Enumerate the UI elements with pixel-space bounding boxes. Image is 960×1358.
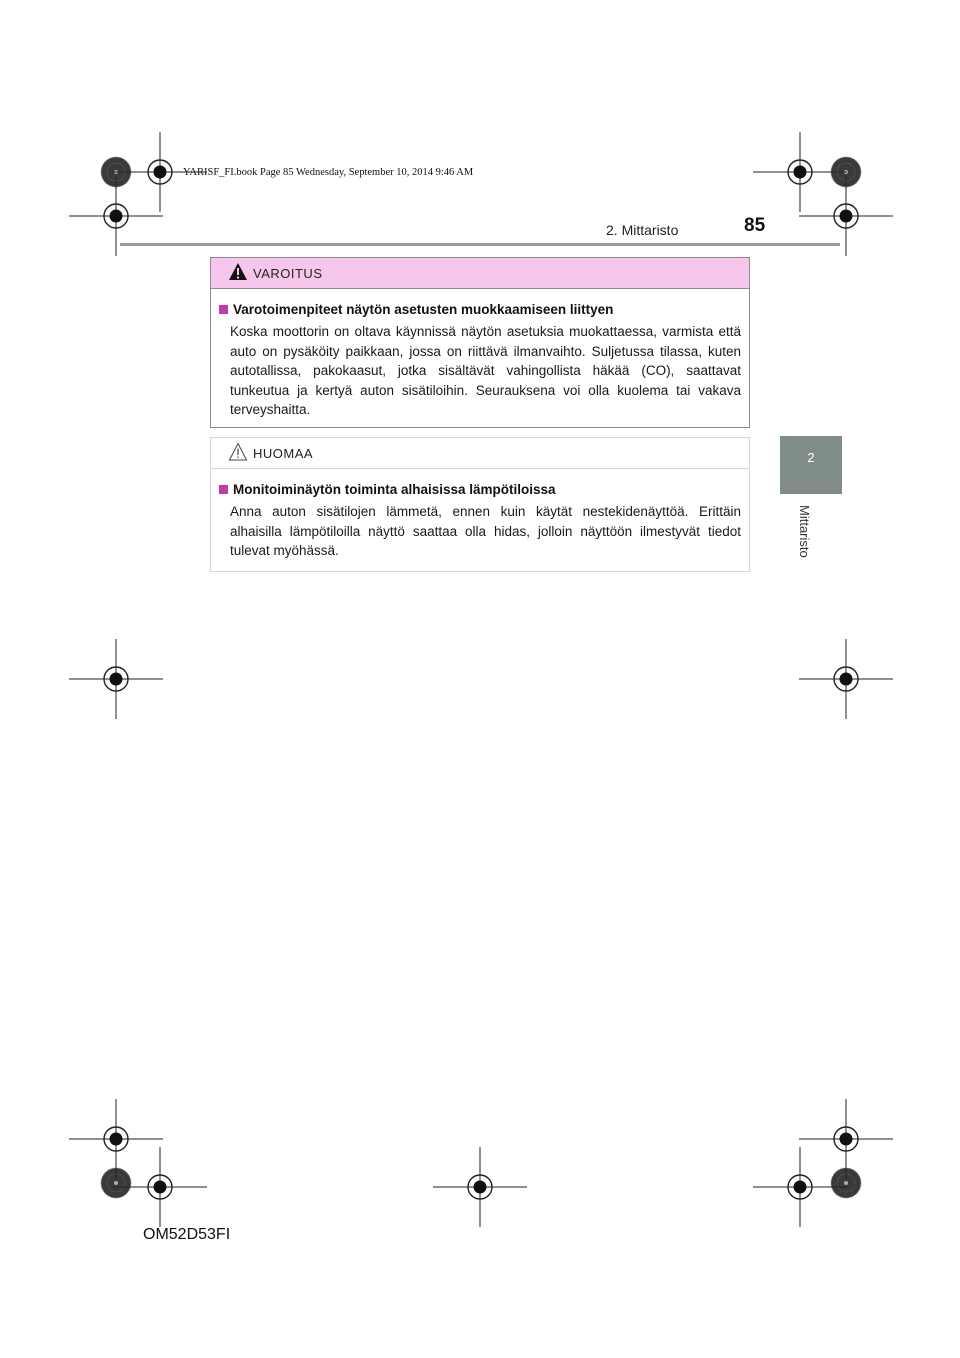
warning-heading: VAROITUS [253,266,323,281]
document-code: OM52D53FI [143,1226,231,1243]
notice-heading: HUOMAA [253,446,314,461]
book-info-line: YARISF_FI.book Page 85 Wednesday, September 10, 2014 9:46 AM [183,167,474,178]
header-rule [120,243,840,246]
notice-box [210,437,750,572]
warning-triangle-icon [228,262,248,282]
warning-item-text: Koska moottorin on oltava käynnissä näytön asetuksia muokattaessa, varmista että auto on pysäköity paikkaan, jossa on riittävä ilmanvaihto. Suljetussa tilassa, kuten autotallissa, pakokaasut, jotka sisältävät vahingollista häkää (CO), saattavat tunkeutua ja kertyä auton sisätiloihin. Seurauksena voi olla kuolema tai vakava terveyshaitta. [230,324,741,417]
registration-mark-icon [799,1099,893,1179]
bullet-square-icon [219,305,228,314]
registration-mark-icon [753,1147,847,1227]
notice-box-header [211,438,749,469]
warning-item-title-text: Varotoimenpiteet näytön asetusten muokkaamiseen liittyen [233,302,614,317]
registration-mark-icon [69,1099,163,1179]
registration-mark-icon [753,132,847,212]
chapter-tab-label: Mittaristo [797,505,812,558]
chapter-tab-number: 2 [807,450,815,465]
page-number: 85 [744,215,766,236]
warning-box-header [211,258,749,289]
warning-box [210,257,750,428]
notice-item-title-text: Monitoiminäytön toiminta alhaisissa lämpötiloissa [233,482,556,497]
section-title: 2. Mittaristo [606,222,679,238]
warning-item-title [219,302,741,317]
registration-mark-icon [69,639,163,719]
bullet-square-icon [219,485,228,494]
registration-mark-icon [433,1147,527,1227]
registration-mark-icon [799,639,893,719]
registration-mark-icon [113,1147,207,1227]
notice-triangle-icon [228,442,248,462]
chapter-tab [780,436,842,494]
notice-item-text: Anna auton sisätilojen lämmetä, ennen kuin käytät nestekidenäyttöä. Erittäin alhaisilla lämpötiloilla näyttö saattaa olla hidas, jolloin näyttöön ilmestyvät tiedot tulevat myöhässä. [230,504,741,558]
notice-item-title [219,482,741,497]
